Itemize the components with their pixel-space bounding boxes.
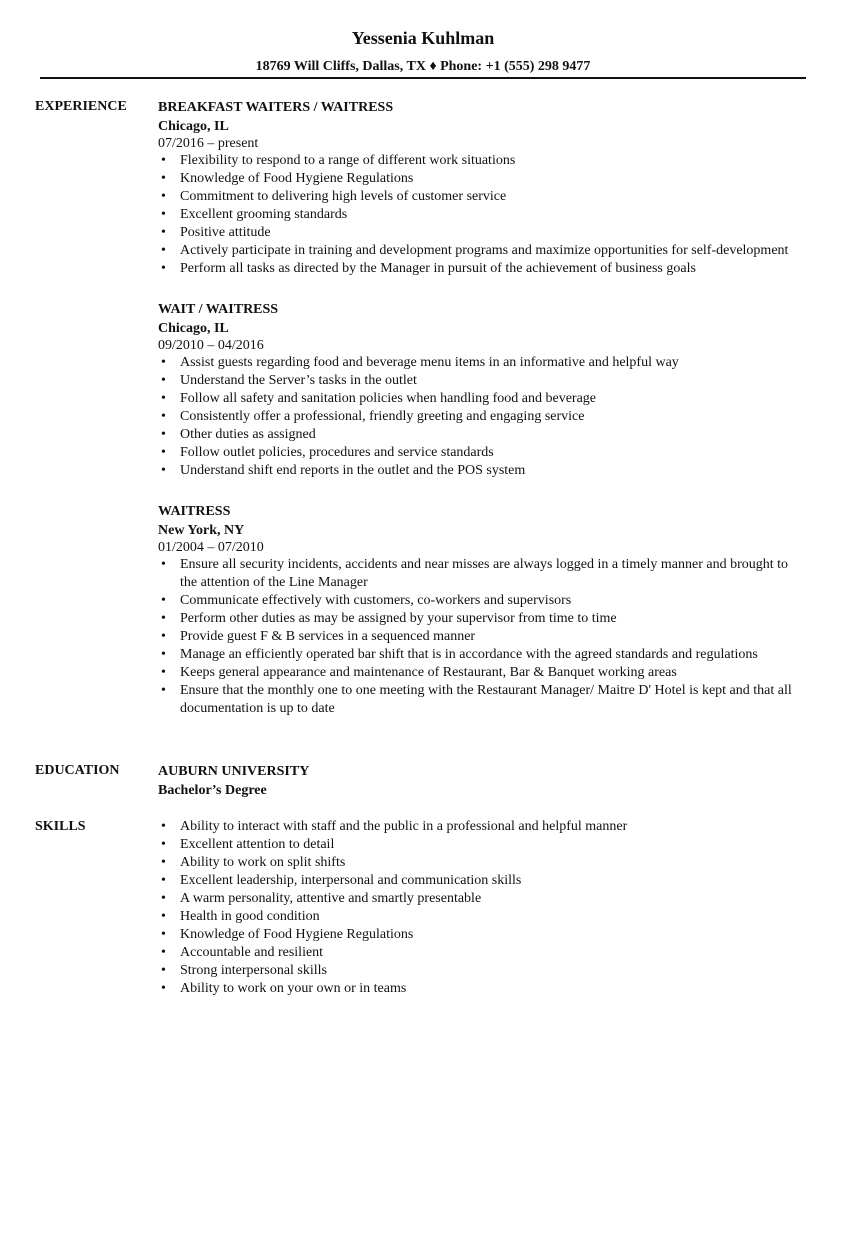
list-item [158, 646, 806, 664]
list-item [158, 354, 806, 372]
list-item [158, 242, 806, 260]
bullet-icon: • [161, 647, 166, 662]
school-name: AUBURN UNIVERSITY [158, 764, 310, 779]
resume-header [40, 24, 806, 76]
skills-list [158, 818, 806, 998]
list-item [158, 836, 806, 854]
list-item [158, 818, 806, 836]
bullet-icon: • [161, 629, 166, 644]
bullet-icon: • [161, 409, 166, 424]
list-item-text: Knowledge of Food Hygiene Regulations [180, 171, 414, 186]
list-item [158, 152, 806, 170]
section-label-experience: EXPERIENCE [35, 99, 127, 114]
job-dates: 01/2004 – 07/2010 [158, 540, 264, 555]
bullet-icon: • [161, 611, 166, 626]
list-item-text: Health in good condition [180, 909, 320, 924]
job-duties [158, 152, 806, 278]
job-title: WAITRESS [158, 504, 231, 519]
job-location: Chicago, IL [158, 321, 229, 336]
list-item [158, 390, 806, 408]
bullet-icon: • [161, 665, 166, 680]
experience-body [158, 98, 806, 740]
list-item [158, 260, 806, 278]
list-item-text: A warm personality, attentive and smartly presentable [180, 891, 482, 906]
education-body [158, 762, 806, 800]
list-item [158, 872, 806, 890]
bullet-icon: • [161, 243, 166, 258]
bullet-icon: • [161, 355, 166, 370]
list-item-text: Perform all tasks as directed by the Manager in pursuit of the achievement of business goals [180, 261, 696, 276]
bullet-icon: • [161, 927, 166, 942]
bullet-icon: • [161, 981, 166, 996]
bullet-icon: • [161, 557, 166, 572]
bullet-icon: • [161, 261, 166, 276]
job-dates: 07/2016 – present [158, 136, 259, 151]
list-item-text: Excellent attention to detail [180, 837, 335, 852]
bullet-icon: • [161, 909, 166, 924]
list-item [158, 610, 806, 628]
list-item [158, 628, 806, 646]
skills-body [158, 818, 806, 998]
bullet-icon: • [161, 963, 166, 978]
job-entry [158, 502, 806, 718]
list-item [158, 426, 806, 444]
section-label-education: EDUCATION [35, 763, 120, 778]
list-item [158, 962, 806, 980]
section-label-skills: SKILLS [35, 819, 86, 834]
job-entry [158, 98, 806, 278]
list-item [158, 890, 806, 908]
header-divider [40, 77, 806, 79]
list-item-text: Ability to work on split shifts [180, 855, 346, 870]
list-item [158, 372, 806, 390]
bullet-icon: • [161, 837, 166, 852]
list-item [158, 408, 806, 426]
list-item-text: Positive attitude [180, 225, 271, 240]
list-item-text: Ability to interact with staff and the public in a professional and helpful manner [180, 819, 628, 834]
list-item-text: Provide guest F & B services in a sequenced manner [180, 629, 476, 644]
candidate-name: Yessenia Kuhlman [351, 28, 495, 48]
list-item-text: Ensure that the monthly one to one meeting with the Restaurant Manager/ Maitre D' Hotel is kept and that all documentation is up to date [180, 683, 792, 716]
job-title: BREAKFAST WAITERS / WAITRESS [158, 100, 394, 115]
list-item [158, 980, 806, 998]
list-item-text: Understand the Server’s tasks in the outlet [180, 373, 417, 388]
job-location: New York, NY [158, 523, 245, 538]
list-item-text: Other duties as assigned [180, 427, 316, 442]
list-item [158, 854, 806, 872]
list-item [158, 188, 806, 206]
bullet-icon: • [161, 945, 166, 960]
list-item [158, 224, 806, 242]
list-item-text: Flexibility to respond to a range of different work situations [180, 153, 516, 168]
list-item-text: Keeps general appearance and maintenance of Restaurant, Bar & Banquet working areas [180, 665, 677, 680]
list-item [158, 908, 806, 926]
list-item-text: Follow all safety and sanitation policies when handling food and beverage [180, 391, 597, 406]
list-item-text: Excellent grooming standards [180, 207, 348, 222]
bullet-icon: • [161, 683, 166, 698]
bullet-icon: • [161, 171, 166, 186]
list-item-text: Knowledge of Food Hygiene Regulations [180, 927, 414, 942]
bullet-icon: • [161, 463, 166, 478]
bullet-icon: • [161, 225, 166, 240]
list-item [158, 926, 806, 944]
bullet-icon: • [161, 207, 166, 222]
bullet-icon: • [161, 427, 166, 442]
bullet-icon: • [161, 819, 166, 834]
list-item-text: Strong interpersonal skills [180, 963, 327, 978]
list-item-text: Ability to work on your own or in teams [180, 981, 407, 996]
list-item-text: Follow outlet policies, procedures and service standards [180, 445, 494, 460]
bullet-icon: • [161, 593, 166, 608]
bullet-icon: • [161, 373, 166, 388]
list-item [158, 170, 806, 188]
bullet-icon: • [161, 855, 166, 870]
bullet-icon: • [161, 391, 166, 406]
bullet-icon: • [161, 873, 166, 888]
job-dates: 09/2010 – 04/2016 [158, 338, 264, 353]
bullet-icon: • [161, 445, 166, 460]
list-item [158, 556, 806, 592]
list-item-text: Accountable and resilient [180, 945, 324, 960]
job-location: Chicago, IL [158, 119, 229, 134]
bullet-icon: • [161, 153, 166, 168]
list-item [158, 592, 806, 610]
job-duties [158, 354, 806, 480]
list-item-text: Ensure all security incidents, accidents and near misses are always logged in a timely manner and brought to the attention of the Line Manager [180, 557, 789, 590]
list-item-text: Communicate effectively with customers, co-workers and supervisors [180, 593, 572, 608]
list-item [158, 462, 806, 480]
list-item [158, 682, 806, 718]
degree: Bachelor’s Degree [158, 783, 267, 798]
list-item [158, 444, 806, 462]
bullet-icon: • [161, 189, 166, 204]
list-item-text: Understand shift end reports in the outlet and the POS system [180, 463, 526, 478]
job-entry [158, 300, 806, 480]
list-item [158, 664, 806, 682]
list-item-text: Consistently offer a professional, friendly greeting and engaging service [180, 409, 585, 424]
bullet-icon: • [161, 891, 166, 906]
list-item-text: Manage an efficiently operated bar shift that is in accordance with the agreed standards and regulations [180, 647, 758, 662]
list-item-text: Actively participate in training and development programs and maximize opportunities for self-development [180, 243, 789, 258]
list-item [158, 206, 806, 224]
list-item-text: Excellent leadership, interpersonal and communication skills [180, 873, 522, 888]
list-item-text: Perform other duties as may be assigned by your supervisor from time to time [180, 611, 617, 626]
list-item [158, 944, 806, 962]
job-title: WAIT / WAITRESS [158, 302, 279, 317]
contact-line: 18769 Will Cliffs, Dallas, TX ♦ Phone: +1 (555) 298 9477 [255, 59, 591, 74]
job-duties [158, 556, 806, 718]
list-item-text: Assist guests regarding food and beverage menu items in an informative and helpful way [180, 355, 679, 370]
list-item-text: Commitment to delivering high levels of customer service [180, 189, 507, 204]
